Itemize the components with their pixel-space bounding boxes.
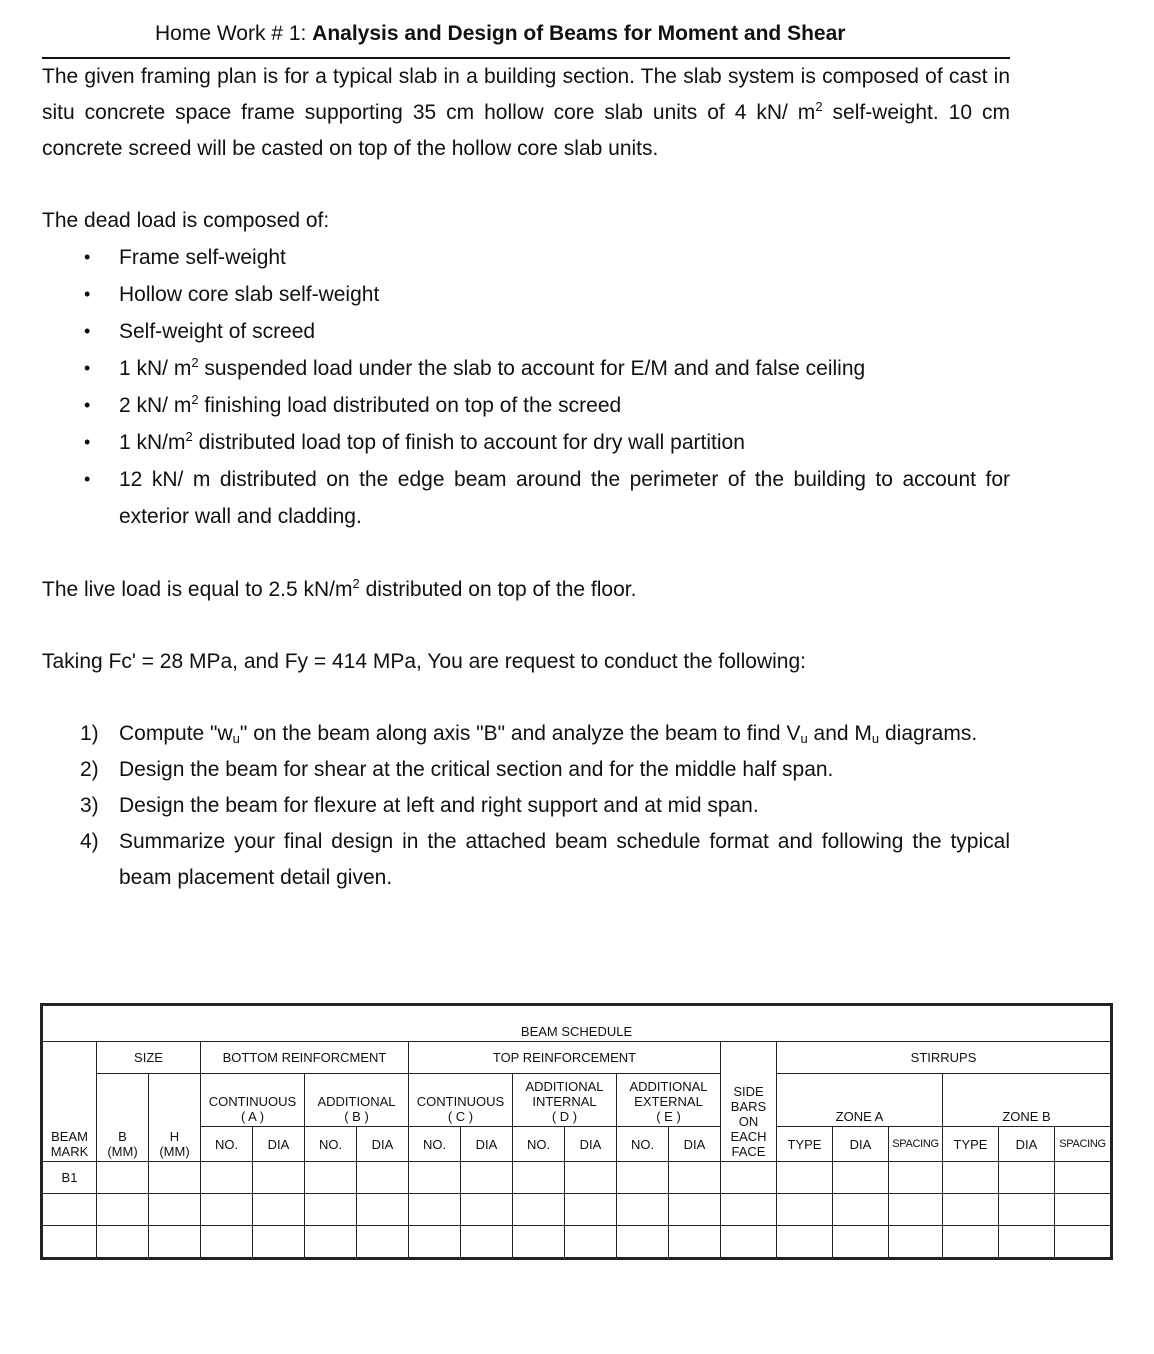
col-no: NO. [305,1127,357,1162]
side-bars-header: SIDE BARS ON EACH FACE [721,1042,777,1162]
dead-load-item: • Self-weight of screed [42,313,1010,350]
bullet-icon: • [84,284,91,304]
task-item: 2) Design the beam for shear at the critical section and for the middle half span. [80,758,834,781]
title-prefix: Home Work # 1: [155,22,313,45]
intro-text: The given framing plan is for a typical slab in a building section. The slab system is composed of cast in situ concrete space frame supporting 35 cm hollow core slab units of 4 kN/ m [42,65,1010,124]
h-header: H (MM) [149,1074,201,1162]
bullet-icon: • [84,247,91,267]
dead-load-item: • Hollow core slab self-weight [42,276,1010,313]
bullet-icon: • [84,321,91,341]
beam-schedule-table [42,1005,1111,1258]
col-dia: DIA [565,1127,617,1162]
dead-load-list [42,239,1010,535]
live-load-text: The live load is equal to 2.5 $kN/m^2$ distributed on top of the floor. [42,576,637,601]
bullet-icon: • [84,395,91,415]
zone-a-header: ZONE A [777,1074,943,1127]
additional-external-e-header: ADDITIONAL EXTERNAL ( E ) [617,1074,721,1127]
table-row [43,1226,1111,1258]
col-dia: DIA [999,1127,1055,1162]
dead-load-item: • 2 kN/ $m^2$ finishing load distributed on top of the screed [42,387,1010,424]
task-item: 4) Summarize your final design in the attached beam schedule format and following the typical beam placement detail given. [80,830,1010,889]
intro-sup: 2 [815,99,823,114]
table-row [43,1162,1111,1194]
dead-load-item: • Frame self-weight [42,239,1010,276]
b-header: B (MM) [97,1074,149,1162]
dead-load-item: • 12 kN/ m distributed on the edge beam around the perimeter of the building to account for exterior wall and cladding. [42,461,1010,535]
dead-load-item: • 1 kN/ $m^2$ suspended load under the slab to account for E/M and and false ceiling [42,350,1010,387]
title-bold: Analysis and Design of Beams for Moment and Shear [312,22,846,45]
continuous-a-header: CONTINUOUS ( A ) [201,1074,305,1127]
col-dia: DIA [253,1127,305,1162]
additional-b-header: ADDITIONAL ( B ) [305,1074,409,1127]
task-list [42,716,1010,896]
col-type: TYPE [777,1127,833,1162]
col-spacing: SPACING [1055,1127,1111,1162]
intro-text-tail: self-weight. 10 cm concrete screed will be casted on top of the hollow core slab units. [42,101,1010,160]
bullet-icon: • [84,469,91,489]
beam-mark-cell[interactable]: B1 [43,1162,97,1194]
col-dia: DIA [461,1127,513,1162]
col-spacing: SPACING [889,1127,943,1162]
col-no: NO. [513,1127,565,1162]
schedule-title: BEAM SCHEDULE [43,1006,1111,1042]
homework-title [155,22,845,46]
dead-load-item: • 1 $kN/m^2$ distributed load top of finish to account for dry wall partition [42,424,1010,461]
zone-b-header: ZONE B [943,1074,1111,1127]
bullet-icon: • [84,432,91,452]
col-no: NO. [617,1127,669,1162]
task-item: 1) Compute "$w_u$" on the beam along axis "B" and analyze the beam to find $V_u$ and $M_u$ diagrams. [80,722,978,746]
col-no: NO. [201,1127,253,1162]
beam-mark-header: BEAM MARK [43,1042,97,1162]
bottom-reinforcement-header: BOTTOM REINFORCMENT [201,1042,409,1074]
col-dia: DIA [669,1127,721,1162]
table-row [43,1194,1111,1226]
col-no: NO. [409,1127,461,1162]
materials-text: Taking Fc' = 28 MPa, and Fy = 414 MPa, You are request to conduct the following: [42,650,806,673]
continuous-c-header: CONTINUOUS ( C ) [409,1074,513,1127]
size-header: SIZE [97,1042,201,1074]
dead-load-heading: The dead load is composed of: [42,209,330,232]
top-reinforcement-header: TOP REINFORCEMENT [409,1042,721,1074]
additional-internal-d-header: ADDITIONAL INTERNAL ( D ) [513,1074,617,1127]
task-item: 3) Design the beam for flexure at left and right support and at mid span. [80,794,759,817]
col-dia: DIA [357,1127,409,1162]
intro-paragraph [42,59,1010,167]
col-type: TYPE [943,1127,999,1162]
col-dia: DIA [833,1127,889,1162]
stirrups-header: STIRRUPS [777,1042,1111,1074]
bullet-icon: • [84,358,91,378]
